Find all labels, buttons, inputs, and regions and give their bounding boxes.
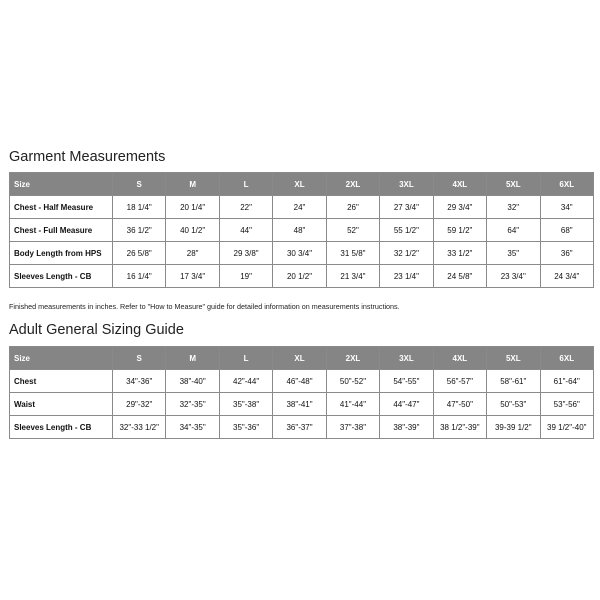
- adult-sizing-table: [9, 346, 594, 439]
- table-cell: 35": [487, 242, 540, 265]
- table-cell: 19": [219, 265, 272, 288]
- table-cell: 61"-64": [540, 370, 594, 393]
- row-label: Waist: [10, 393, 113, 416]
- table-cell: 16 1/4": [113, 265, 166, 288]
- column-header: 4XL: [433, 173, 486, 196]
- column-header: 6XL: [540, 347, 594, 370]
- table-cell: 24": [273, 196, 326, 219]
- column-header: Size: [10, 347, 113, 370]
- table-cell: 20 1/4": [166, 196, 219, 219]
- column-header: 5XL: [487, 347, 540, 370]
- table-cell: 27 3/4": [380, 196, 433, 219]
- table-cell: 44": [219, 219, 272, 242]
- table-header-row: [10, 173, 594, 196]
- table-cell: 40 1/2": [166, 219, 219, 242]
- table-cell: 32": [487, 196, 540, 219]
- column-header: 4XL: [433, 347, 486, 370]
- table-cell: 17 3/4": [166, 265, 219, 288]
- table-cell: 50"-52": [326, 370, 379, 393]
- column-header: L: [219, 173, 272, 196]
- table-cell: 42"-44": [219, 370, 272, 393]
- table-cell: 29 3/4": [433, 196, 486, 219]
- row-label: Sleeves Length - CB: [10, 265, 113, 288]
- table-cell: 41"-44": [326, 393, 379, 416]
- adult-sizing-guide-title: Adult General Sizing Guide: [9, 322, 184, 338]
- table-header-row: [10, 347, 594, 370]
- table-cell: 34"-35": [166, 416, 219, 439]
- table-cell: 50"-53": [487, 393, 540, 416]
- table-cell: 26 5/8": [113, 242, 166, 265]
- column-header: 2XL: [326, 347, 379, 370]
- column-header: 3XL: [380, 173, 433, 196]
- column-header: S: [113, 173, 166, 196]
- row-label: Chest: [10, 370, 113, 393]
- table-cell: 36": [540, 242, 594, 265]
- table-cell: 39 1/2"-40": [540, 416, 594, 439]
- table-cell: 56"-57": [433, 370, 486, 393]
- table-cell: 46"-48": [273, 370, 326, 393]
- table-row: [10, 242, 594, 265]
- table-row: [10, 265, 594, 288]
- row-label: Sleeves Length - CB: [10, 416, 113, 439]
- column-header: Size: [10, 173, 113, 196]
- table-cell: 22": [219, 196, 272, 219]
- table-cell: 23 3/4": [487, 265, 540, 288]
- table-cell: 38 1/2"-39": [433, 416, 486, 439]
- table-cell: 35"-38": [219, 393, 272, 416]
- table-cell: 32"-33 1/2": [113, 416, 166, 439]
- table-cell: 23 1/4": [380, 265, 433, 288]
- column-header: 3XL: [380, 347, 433, 370]
- table-cell: 32"-35": [166, 393, 219, 416]
- table-cell: 26": [326, 196, 379, 219]
- table-cell: 68": [540, 219, 594, 242]
- table-cell: 64": [487, 219, 540, 242]
- table-cell: 37"-38": [326, 416, 379, 439]
- table-cell: 59 1/2": [433, 219, 486, 242]
- table-cell: 39-39 1/2": [487, 416, 540, 439]
- column-header: M: [166, 347, 219, 370]
- table-cell: 36"-37": [273, 416, 326, 439]
- table-cell: 33 1/2": [433, 242, 486, 265]
- table-cell: 55 1/2": [380, 219, 433, 242]
- garment-measurements-table: [9, 172, 594, 288]
- table-row: [10, 416, 594, 439]
- column-header: 5XL: [487, 173, 540, 196]
- table-cell: 58"-61": [487, 370, 540, 393]
- table-row: [10, 219, 594, 242]
- table-cell: 38"-39": [380, 416, 433, 439]
- table-cell: 35"-36": [219, 416, 272, 439]
- table-cell: 38"-41": [273, 393, 326, 416]
- table-row: [10, 196, 594, 219]
- column-header: L: [219, 347, 272, 370]
- table-cell: 18 1/4": [113, 196, 166, 219]
- measurement-note: Finished measurements in inches. Refer to "How to Measure" guide for detailed information on measurements instructions.: [9, 302, 400, 311]
- table-cell: 54"-55": [380, 370, 433, 393]
- table-cell: 48": [273, 219, 326, 242]
- table-cell: 53"-56": [540, 393, 594, 416]
- table-cell: 38"-40": [166, 370, 219, 393]
- table-cell: 28": [166, 242, 219, 265]
- column-header: XL: [273, 347, 326, 370]
- table-cell: 24 3/4": [540, 265, 594, 288]
- table-cell: 52": [326, 219, 379, 242]
- column-header: M: [166, 173, 219, 196]
- row-label: Body Length from HPS: [10, 242, 113, 265]
- column-header: XL: [273, 173, 326, 196]
- table-row: [10, 393, 594, 416]
- table-cell: 44"-47": [380, 393, 433, 416]
- table-cell: 24 5/8": [433, 265, 486, 288]
- table-cell: 31 5/8": [326, 242, 379, 265]
- table-cell: 32 1/2": [380, 242, 433, 265]
- table-cell: 34"-36": [113, 370, 166, 393]
- column-header: 6XL: [540, 173, 594, 196]
- table-cell: 34": [540, 196, 594, 219]
- table-cell: 47"-50": [433, 393, 486, 416]
- row-label: Chest - Half Measure: [10, 196, 113, 219]
- table-cell: 29"-32": [113, 393, 166, 416]
- table-cell: 20 1/2": [273, 265, 326, 288]
- column-header: S: [113, 347, 166, 370]
- table-cell: 36 1/2": [113, 219, 166, 242]
- garment-measurements-title: Garment Measurements: [9, 149, 166, 165]
- table-cell: 29 3/8": [219, 242, 272, 265]
- row-label: Chest - Full Measure: [10, 219, 113, 242]
- table-row: [10, 370, 594, 393]
- column-header: 2XL: [326, 173, 379, 196]
- table-cell: 30 3/4": [273, 242, 326, 265]
- table-cell: 21 3/4": [326, 265, 379, 288]
